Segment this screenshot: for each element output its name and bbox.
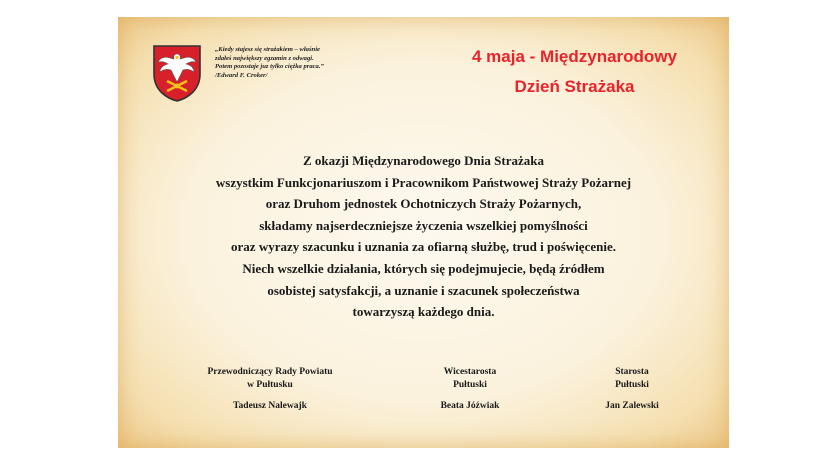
signature-vice-starost	[415, 366, 525, 413]
coat-of-arms-eagle-icon	[152, 44, 202, 102]
firefighter-quote	[215, 46, 385, 80]
message-line: Z okazji Międzynarodowego Dnia Strażaka	[303, 153, 544, 168]
message-line: osobistej satysfakcji, a uznanie i szacunek społeczeństwa	[267, 282, 580, 298]
greeting-card	[118, 17, 729, 448]
quote-line: Potem pozostaje juz tylko ciężka praca.”	[215, 63, 324, 71]
quote-line: zdałeś największy egzamin z odwagi.	[215, 54, 314, 62]
headline	[433, 42, 716, 102]
message-line: oraz wyrazy szacunku i uznania za ofiarną służbę, trud i poświęcenie.	[231, 239, 616, 255]
signature-title: Przewodniczący Rady Powiatu	[207, 367, 333, 377]
quote-author: /Edward F. Croker/	[215, 71, 268, 79]
greeting-message	[118, 150, 729, 323]
message-line: wszystkim Funkcjonariuszom i Pracownikom Państwowej Straży Pożarnej	[215, 174, 632, 190]
signature-council-chairman	[190, 366, 350, 413]
signature-title: Pułtuski	[615, 379, 649, 390]
message-line: oraz Druhom jednostek Ochotniczych Straży Pożarnych,	[265, 196, 582, 212]
signature-title: Pułtuski	[453, 379, 487, 390]
signature-title: w Pułtusku	[247, 379, 293, 390]
quote-line: „Kiedy stajesz się strażakiem – właśnie	[215, 46, 320, 53]
signature-name: Tadeusz Nalewajk	[233, 401, 307, 411]
headline-line-2: Dzień Strażaka	[514, 77, 635, 96]
signature-name: Jan Zalewski	[605, 401, 659, 411]
signature-title: Wicestarosta	[443, 367, 497, 377]
signature-title: Starosta	[615, 367, 649, 377]
message-line: składamy najserdeczniejsze życzenia wszelkiej pomyślności	[259, 217, 588, 233]
headline-line-1: 4 maja - Międzynarodowy	[472, 47, 677, 66]
signature-name: Beata Jóźwiak	[440, 401, 500, 411]
signature-starost	[574, 366, 690, 413]
message-line: Niech wszelkie działania, których się podejmujecie, będą źródłem	[242, 260, 605, 276]
message-line: towarzyszą każdego dnia.	[352, 304, 495, 320]
